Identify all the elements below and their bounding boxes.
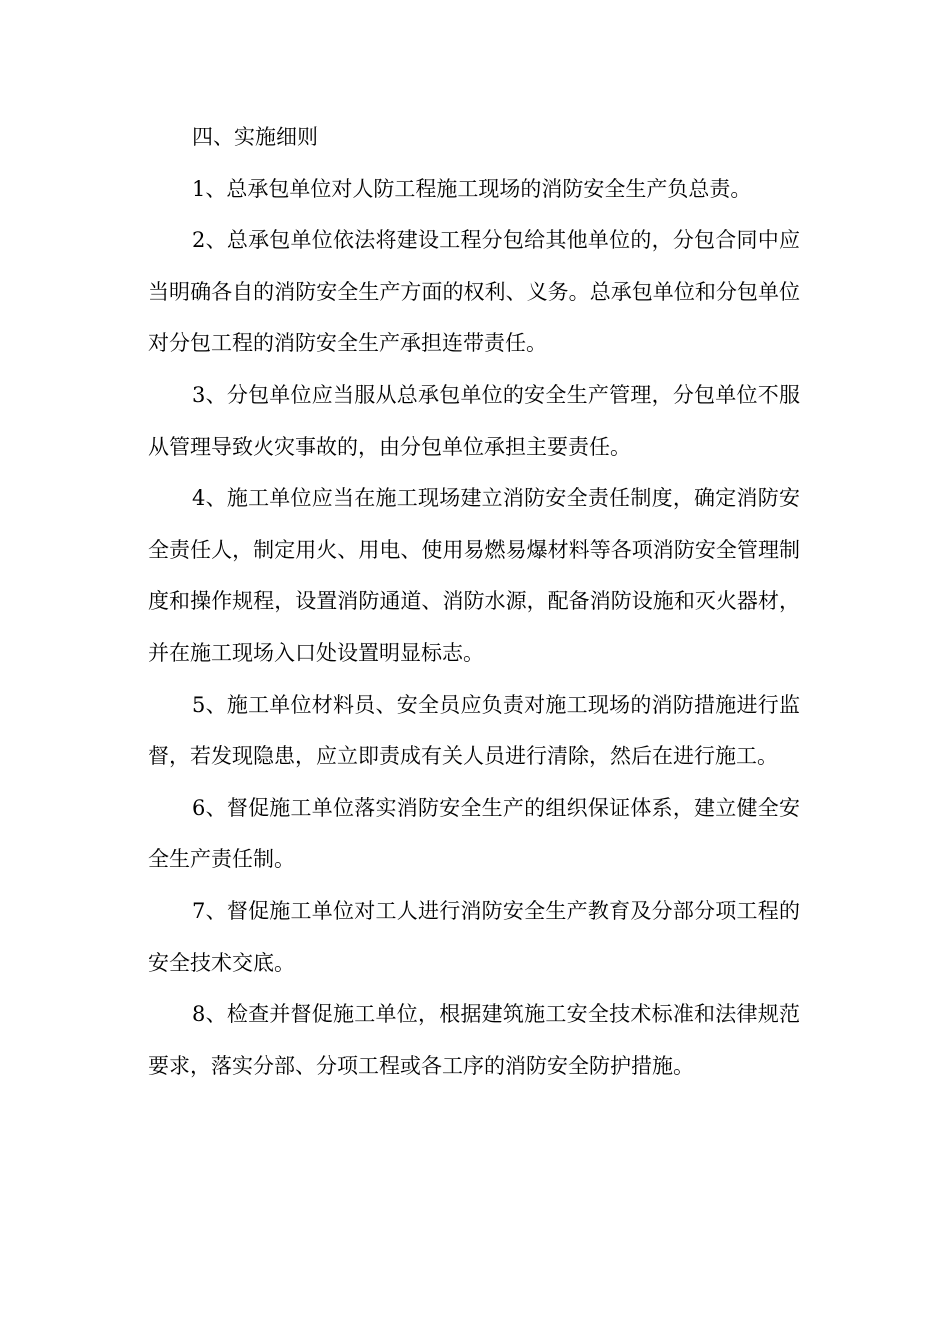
section-heading: 四、实施细则 — [192, 125, 318, 149]
paragraph-6: 6、督促施工单位落实消防安全生产的组织保证体系，建立健全安全生产责任制。 — [148, 795, 800, 872]
paragraph-2: 2、总承包单位依法将建设工程分包给其他单位的，分包合同中应当明确各自的消防安全生产方面的权利、义务。总承包单位和分包单位对分包工程的消防安全生产承担连带责任。 — [148, 228, 800, 356]
document-body — [148, 112, 800, 1092]
paragraph-5: 5、施工单位材料员、安全员应负责对施工现场的消防措施进行监督，若发现隐患，应立即责成有关人员进行清除，然后在进行施工。 — [148, 692, 800, 769]
paragraph-4: 4、施工单位应当在施工现场建立消防安全责任制度，确定消防安全责任人，制定用火、用电、使用易燃易爆材料等各项消防安全管理制度和操作规程，设置消防通道、消防水源，配备消防设施和灭火器材，并在施工现场入口处设置明显标志。 — [148, 486, 800, 665]
paragraph-7: 7、督促施工单位对工人进行消防安全生产教育及分部分项工程的安全技术交底。 — [148, 898, 800, 975]
paragraph-3: 3、分包单位应当服从总承包单位的安全生产管理，分包单位不服从管理导致火灾事故的，由分包单位承担主要责任。 — [148, 382, 800, 459]
paragraph-8: 8、检查并督促施工单位，根据建筑施工安全技术标准和法律规范要求，落实分部、分项工程或各工序的消防安全防护措施。 — [148, 1002, 800, 1078]
paragraph-1: 1、总承包单位对人防工程施工现场的消防安全生产负总责。 — [192, 176, 752, 201]
